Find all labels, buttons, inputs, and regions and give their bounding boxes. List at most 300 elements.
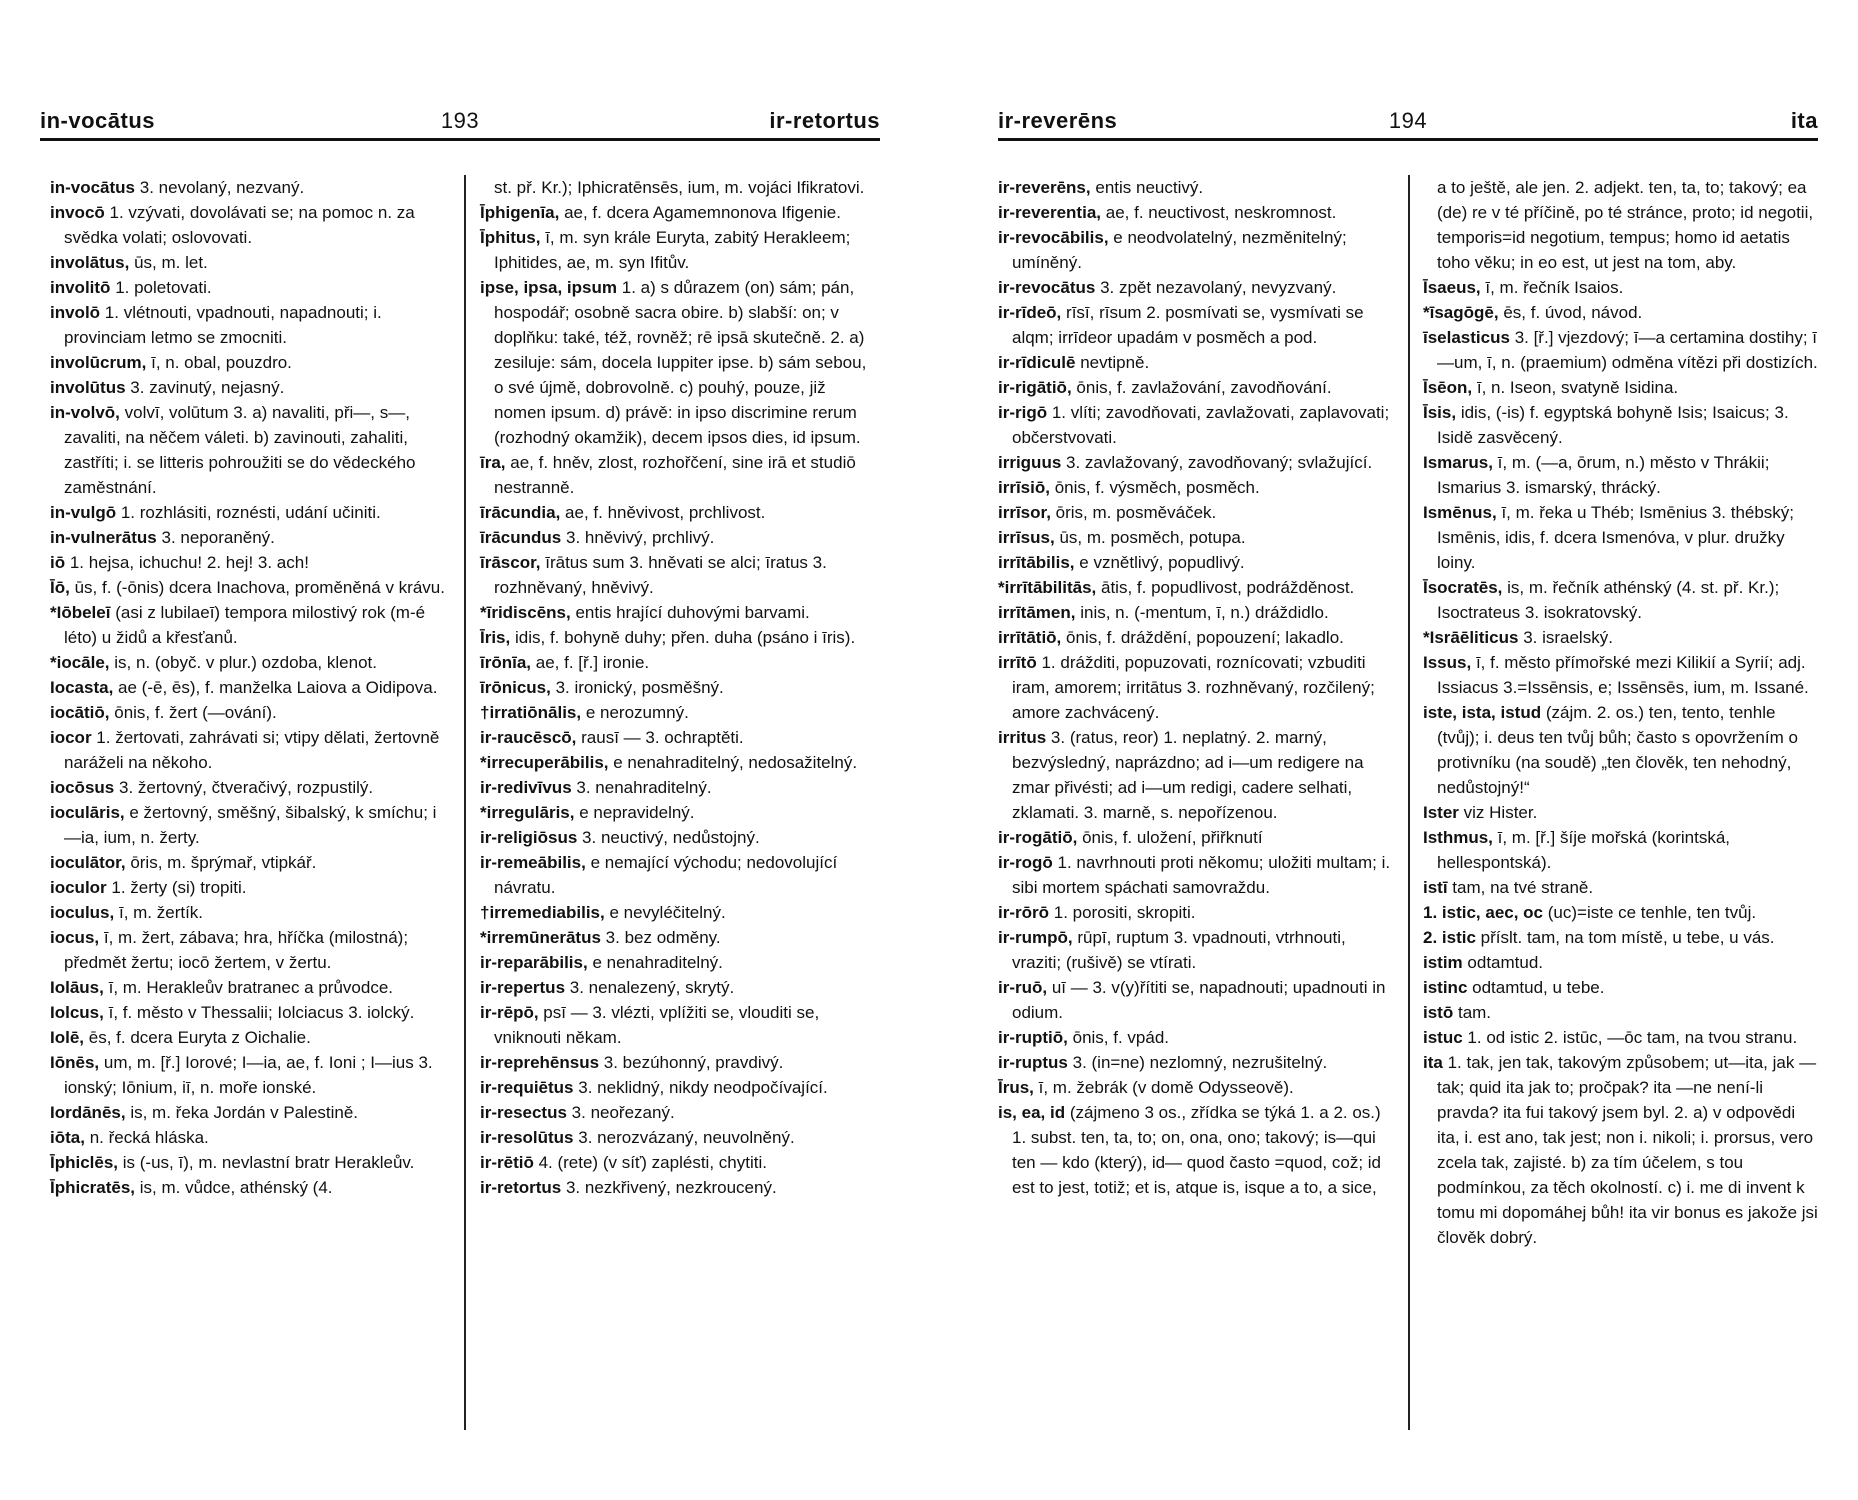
- entry-headword: involātus,: [50, 253, 130, 272]
- entry-definition: nevtipně.: [1080, 353, 1150, 372]
- entry-definition: 1. vlíti; zavodňovati, zavlažovati, zaplavovati; občerstvovati.: [1012, 403, 1390, 447]
- entry-definition: is, m. vůdce, athénský (4.: [139, 1178, 333, 1197]
- entry-definition: 1. hejsa, ichuchu! 2. hej! 3. ach!: [69, 553, 309, 572]
- entry-definition: um, m. [ř.] Iorové; I—ia, ae, f. Ioni ; I—ius 3. ionský; Iōnium, iī, n. moře ionské.: [64, 1053, 433, 1097]
- entry-headword: irritus: [998, 728, 1047, 747]
- dictionary-entry: [998, 450, 1393, 475]
- entry-headword: *irregulāris,: [480, 803, 575, 822]
- dictionary-entry: [1423, 900, 1818, 925]
- dictionary-entry: [480, 1075, 880, 1100]
- entry-headword: iō: [50, 553, 66, 572]
- entry-headword: irrīsus,: [998, 528, 1055, 547]
- entry-headword: Īris,: [480, 628, 511, 647]
- dictionary-entry: [480, 800, 880, 825]
- entry-headword: *irrītābilitās,: [998, 578, 1097, 597]
- dictionary-entry: [480, 950, 880, 975]
- entry-definition: 1. vlétnouti, vpadnouti, napadnouti; i. provinciam letmo se zmocniti.: [64, 303, 382, 347]
- dictionary-entry: [1423, 950, 1818, 975]
- entry-headword: †irremediabilis,: [480, 903, 605, 922]
- entry-headword: ir-reverēns,: [998, 178, 1091, 197]
- entry-headword: Ister: [1423, 803, 1459, 822]
- dictionary-entry: [1423, 375, 1818, 400]
- entry-definition: idis, (-is) f. egyptská bohyně Isis; Isaicus; 3. Isidě zasvěcený.: [1437, 403, 1789, 447]
- left-column-2: [480, 175, 880, 1200]
- dictionary-entry: [998, 650, 1393, 725]
- entry-definition: rausī — 3. ochraptěti.: [581, 728, 744, 747]
- entry-headword: istuc: [1423, 1028, 1463, 1047]
- entry-definition: rūpī, ruptum 3. vpadnouti, vtrhnouti, vraziti; (rušivě) se vtírati.: [1012, 928, 1346, 972]
- dictionary-entry: [1423, 575, 1818, 625]
- dictionary-entry: [50, 500, 450, 525]
- dictionary-entry: [50, 725, 450, 775]
- entry-headword: ioculātor,: [50, 853, 126, 872]
- column-divider: [464, 175, 466, 1430]
- entry-definition: is, m. řečník athénský (4. st. př. Kr.); Isoctrateus 3. isokratovský.: [1437, 578, 1780, 622]
- entry-definition: 3. (in=ne) nezlomný, nezrušitelný.: [1072, 1053, 1328, 1072]
- entry-headword: iocus,: [50, 928, 100, 947]
- entry-definition: 3. neořezaný.: [571, 1103, 675, 1122]
- dictionary-entry: [998, 625, 1393, 650]
- dictionary-entry: [998, 200, 1393, 225]
- entry-headword: Iordānēs,: [50, 1103, 126, 1122]
- entry-headword: īra,: [480, 453, 506, 472]
- dictionary-entry: [998, 225, 1393, 275]
- dictionary-entry: [998, 975, 1393, 1025]
- entry-definition: ae, f. hněvivost, prchlivost.: [565, 503, 766, 522]
- dictionary-entry: [998, 275, 1393, 300]
- entry-definition: 1. tak, jen tak, takovým způsobem; ut—ita, jak — tak; quid ita jak to; pročpak? ita —ne není-li pravda? ita fui takový jsem byl. 2. a) v odpovědi ita, i. est ano, tak jest; non i. nikoli; i. prorsus, vero zcela tak, zajisté. b) za tím účelem, s tou podmínkou, za těch okolností. c) i. me di invent k tomu mi dopomáhej bůh! ita vir bonus es jakože jsi člověk dobrý.: [1437, 1053, 1818, 1247]
- entry-definition: tam, na tvé straně.: [1452, 878, 1594, 897]
- dictionary-entry: [50, 650, 450, 675]
- dictionary-entry: [1423, 875, 1818, 900]
- entry-definition: 1. žerty (si) tropiti.: [111, 878, 247, 897]
- dictionary-entry: [50, 1100, 450, 1125]
- entry-headword: *Iōbeleī: [50, 603, 111, 622]
- dictionary-entry: [998, 1025, 1393, 1050]
- entry-headword: invocō: [50, 203, 105, 222]
- dictionary-entry: [998, 600, 1393, 625]
- dictionary-entry: [1423, 1050, 1818, 1250]
- entry-definition: e nenahraditelný, nedosažitelný.: [613, 753, 858, 772]
- entry-headword: Īphigenīa,: [480, 203, 560, 222]
- entry-headword: ir-rogātiō,: [998, 828, 1078, 847]
- entry-headword: ir-ruptiō,: [998, 1028, 1068, 1047]
- entry-headword: irrītābilis,: [998, 553, 1075, 572]
- dictionary-entry: [50, 550, 450, 575]
- dictionary-entry: [50, 300, 450, 350]
- entry-definition: ēs, f. dcera Euryta z Oichalie.: [88, 1028, 311, 1047]
- dictionary-entry: [998, 825, 1393, 850]
- entry-headword: ir-religiōsus: [480, 828, 578, 847]
- entry-definition: ī, m. řeka u Théb; Ismēnius 3. thébský; Ismēnis, idis, f. dcera Ismenóva, v plur. družky loiny.: [1437, 503, 1795, 572]
- entry-headword: in-vulgō: [50, 503, 117, 522]
- entry-definition: 1. poletovati.: [115, 278, 212, 297]
- entry-definition: ī, m. (—a, ōrum, n.) město v Thrákii; Ismarius 3. ismarský, thrácký.: [1437, 453, 1770, 497]
- entry-definition: 3. neuctivý, nedůstojný.: [582, 828, 760, 847]
- entry-headword: ir-ruptus: [998, 1053, 1068, 1072]
- entry-headword: ir-raucēscō,: [480, 728, 577, 747]
- right-page: [998, 0, 1818, 1500]
- dictionary-entry: [1423, 325, 1818, 375]
- page-number: 193: [440, 108, 480, 133]
- dictionary-entry: [1423, 800, 1818, 825]
- entry-definition: ōnis, f. žert (—ování).: [114, 703, 277, 722]
- dictionary-entry: [998, 350, 1393, 375]
- entry-definition: is, n. (obyč. v plur.) ozdoba, klenot.: [114, 653, 377, 672]
- entry-definition: e nepravidelný.: [579, 803, 695, 822]
- entry-headword: Iolāus,: [50, 978, 104, 997]
- entry-definition: ī, m. žert, zábava; hra, hříčka (milostná); předmět žertu; iocō žertem, v žertu.: [64, 928, 409, 972]
- dictionary-entry: [998, 175, 1393, 200]
- entry-headword: ioculor: [50, 878, 107, 897]
- entry-headword: ioculus,: [50, 903, 115, 922]
- entry-definition: ae, f. [ř.] ironie.: [535, 653, 650, 672]
- dictionary-entry: [1423, 275, 1818, 300]
- dictionary-entry: [480, 525, 880, 550]
- entry-definition: ōnis, f. vpád.: [1072, 1028, 1170, 1047]
- entry-headword: Īō,: [50, 578, 70, 597]
- entry-headword: ir-ruō,: [998, 978, 1048, 997]
- dictionary-entry: [480, 500, 880, 525]
- dictionary-entry: [998, 550, 1393, 575]
- entry-definition: ōnis, f. dráždění, popouzení; lakadlo.: [1066, 628, 1344, 647]
- entry-headword: ir-rogō: [998, 853, 1053, 872]
- entry-headword: 1. istic, aec, oc: [1423, 903, 1544, 922]
- dictionary-entry: [998, 525, 1393, 550]
- entry-headword: istō: [1423, 1003, 1454, 1022]
- entry-definition: ōnis, f. zavlažování, zavodňování.: [1076, 378, 1332, 397]
- entry-definition: odtamtud.: [1467, 953, 1544, 972]
- dictionary-entry: [480, 450, 880, 500]
- entry-headword: *iocāle,: [50, 653, 110, 672]
- right-column-1: [998, 175, 1393, 1200]
- dictionary-entry: [1423, 825, 1818, 875]
- dictionary-entry: [50, 375, 450, 400]
- entry-definition: odtamtud, u tebe.: [1472, 978, 1605, 997]
- entry-definition: ae, f. neuctivost, neskromnost.: [1105, 203, 1337, 222]
- entry-definition: 1. navrhnouti proti někomu; uložiti multam; i. sibi mortem spáchati samovraždu.: [1012, 853, 1391, 897]
- entry-headword: *īsagōgē,: [1423, 303, 1499, 322]
- entry-definition: 3. bezúhonný, pravdivý.: [603, 1053, 784, 1072]
- entry-headword: involō: [50, 303, 101, 322]
- entry-headword: ir-requiētus: [480, 1078, 574, 1097]
- entry-headword: Iocasta,: [50, 678, 114, 697]
- dictionary-entry: [50, 1150, 450, 1175]
- entry-definition: ī, n. Iseon, svatyně Isidina.: [1476, 378, 1679, 397]
- entry-definition: 3. (ratus, reor) 1. neplatný. 2. marný, bezvýsledný, naprázdno; ad i—um redigere na zmar přivésti; ad i—um redigi, cadere selhati, zklamati. 3. marně, s. nepořízenou.: [1012, 728, 1364, 822]
- entry-definition: rīsī, rīsum 2. posmívati se, vysmívati se alqm; irrīdeor upadám v posměch a pod.: [1012, 303, 1364, 347]
- header-last-entry: ir-retortus: [769, 108, 880, 133]
- dictionary-entry: [480, 725, 880, 750]
- dictionary-entry: [1423, 400, 1818, 450]
- header-first-entry: in-vocātus: [40, 108, 156, 133]
- entry-headword: iste, ista, istud: [1423, 703, 1542, 722]
- entry-headword: Īphitus,: [480, 228, 541, 247]
- dictionary-entry: [50, 850, 450, 875]
- dictionary-entry: [50, 1000, 450, 1025]
- dictionary-entry: [50, 175, 450, 200]
- page-header: [998, 104, 1818, 141]
- entry-headword: ipse, ipsa, ipsum: [480, 278, 617, 297]
- dictionary-entry: [480, 1100, 880, 1125]
- entry-definition: 3. zpět nezavolaný, nevyzvaný.: [1100, 278, 1337, 297]
- dictionary-entry: [50, 875, 450, 900]
- entry-definition: 3. ironický, posměšný.: [555, 678, 724, 697]
- header-last-entry: ita: [1790, 108, 1818, 133]
- dictionary-entry: [50, 1175, 450, 1200]
- entry-headword: īrācundus: [480, 528, 562, 547]
- entry-definition: (asi z lubilaeī) tempora milostivý rok (m-é léto) u židů a křesťanů.: [64, 603, 426, 647]
- entry-headword: ir-rigō: [998, 403, 1048, 422]
- dictionary-entry: [50, 525, 450, 550]
- entry-headword: involūcrum,: [50, 353, 147, 372]
- entry-headword: istim: [1423, 953, 1463, 972]
- dictionary-entry: [50, 700, 450, 725]
- entry-headword: ir-rēpō,: [480, 1003, 539, 1022]
- entry-headword: ir-redivīvus: [480, 778, 572, 797]
- dictionary-entry: [50, 1025, 450, 1050]
- dictionary-entry: [1423, 975, 1818, 1000]
- entry-headword: ir-remeābilis,: [480, 853, 586, 872]
- dictionary-entry: [480, 1150, 880, 1175]
- dictionary-entry: [998, 1050, 1393, 1075]
- dictionary-entry: [998, 500, 1393, 525]
- entry-headword: involūtus: [50, 378, 126, 397]
- dictionary-entry: [480, 600, 880, 625]
- entry-definition: 1. a) s důrazem (on) sám; pán, hospodář; osobně sacra obire. b) slabší: on; v doplňku: také, též, rovněž; rē ipsā skutečně. 2. a) zesiluje: sám, docela Iuppiter ipse. b) sám sebou, o své újmě, dobrovolně. c) pouhý, pouze, již nomen ipsum. d) právě: in ipso discrimine rerum (rozhodný okamžik), decem ipsos dies, id ipsum.: [494, 278, 867, 447]
- entry-definition: 3. žertovný, čtveračivý, rozpustilý.: [118, 778, 374, 797]
- entry-headword: Iolcus,: [50, 1003, 104, 1022]
- entry-definition: ōnis, f. uložení, přiřknutí: [1082, 828, 1263, 847]
- entry-definition: idis, f. bohyně duhy; přen. duha (psáno i īris).: [514, 628, 856, 647]
- entry-definition: st. př. Kr.); Iphicratēnsēs, ium, m. vojáci Ifikratovi.: [494, 178, 865, 197]
- entry-definition: 1. porositi, skropiti.: [1053, 903, 1196, 922]
- entry-headword: †irratiōnālis,: [480, 703, 582, 722]
- dictionary-entry: [998, 575, 1393, 600]
- entry-headword: īselasticus: [1423, 328, 1510, 347]
- entry-definition: uī — 3. v(y)řítiti se, napadnouti; upadnouti in odium.: [1012, 978, 1386, 1022]
- entry-definition: 3. nerozvázaný, neuvolněný.: [578, 1128, 795, 1147]
- entry-headword: ir-rīdiculē: [998, 353, 1076, 372]
- entry-headword: istī: [1423, 878, 1448, 897]
- entry-definition: 1. od istic 2. istūc, —ōc tam, na tvou stranu.: [1467, 1028, 1798, 1047]
- entry-definition: ī, m. řečník Isaios.: [1485, 278, 1624, 297]
- entry-definition: is, m. řeka Jordán v Palestině.: [130, 1103, 359, 1122]
- entry-headword: ir-retortus: [480, 1178, 562, 1197]
- dictionary-entry: [480, 900, 880, 925]
- dictionary-entry: [50, 975, 450, 1000]
- entry-headword: Īsocratēs,: [1423, 578, 1503, 597]
- dictionary-entry: [998, 400, 1393, 450]
- entry-headword: Iolē,: [50, 1028, 85, 1047]
- entry-definition: ōris, m. posměváček.: [1055, 503, 1217, 522]
- entry-definition: ī, m. Herakleův bratranec a průvodce.: [108, 978, 394, 997]
- column-divider: [1408, 175, 1410, 1430]
- entry-headword: *irremūnerātus: [480, 928, 601, 947]
- dictionary-entry: [1423, 625, 1818, 650]
- entry-definition: ae, f. hněv, zlost, rozhořčení, sine irā et studiō nestranně.: [494, 453, 856, 497]
- dictionary-entry: [480, 850, 880, 900]
- entry-definition: volvī, volūtum 3. a) navaliti, při—, s—, zavaliti, na něčem váleti. b) zavinouti, zahaliti, zastříti; i. se litteris pohroužiti se do vědeckého zaměstnání.: [64, 403, 416, 497]
- dictionary-entry: [50, 1125, 450, 1150]
- entry-headword: irriguus: [998, 453, 1062, 472]
- right-column-2: [1423, 175, 1818, 1250]
- entry-headword: in-vocātus: [50, 178, 136, 197]
- entry-headword: ir-rīdeō,: [998, 303, 1062, 322]
- entry-headword: Īsaeus,: [1423, 278, 1481, 297]
- dictionary-entry: [50, 775, 450, 800]
- entry-headword: *irrecuperābilis,: [480, 753, 609, 772]
- entry-definition: 3. nenahraditelný.: [576, 778, 712, 797]
- entry-definition: 3. [ř.] vjezdový; ī—a certamina dostihy; ī—um, ī, n. (praemium) odměna vítězi při dostizích.: [1437, 328, 1818, 372]
- entry-definition: 3. nenalezený, skrytý.: [569, 978, 735, 997]
- dictionary-entry: [480, 175, 880, 200]
- dictionary-entry: [480, 625, 880, 650]
- entry-headword: ir-reparābilis,: [480, 953, 588, 972]
- entry-definition: ī, f. město v Thessalii; Iolciacus 3. iolcký.: [108, 1003, 415, 1022]
- dictionary-entry: [50, 925, 450, 975]
- entry-headword: ir-rētiō: [480, 1153, 534, 1172]
- dictionary-entry: [1423, 650, 1818, 700]
- entry-definition: ī, m. žertík.: [118, 903, 204, 922]
- entry-definition: ae (-ē, ēs), f. manželka Laiova a Oidipova.: [118, 678, 438, 697]
- entry-definition: příslt. tam, na tom místě, u tebe, u vás.: [1480, 928, 1775, 947]
- entry-definition: īrātus sum 3. hněvati se alci; īratus 3. rozhněvaný, hněvivý.: [494, 553, 827, 597]
- entry-definition: (zájm. 2. os.) ten, tento, tenhle (tvůj); i. deus ten tvůj bůh; často s opovržením o protivníku (na soudě) „ten člověk, ten nehodný, nedůstojný!“: [1437, 703, 1798, 797]
- entry-headword: īrōnicus,: [480, 678, 551, 697]
- entry-definition: is (-us, ī), m. nevlastní bratr Herakleův.: [122, 1153, 415, 1172]
- dictionary-entry: [50, 250, 450, 275]
- entry-headword: ir-revocātus: [998, 278, 1096, 297]
- entry-headword: īrāscor,: [480, 553, 541, 572]
- entry-definition: inis, n. (-mentum, ī, n.) dráždidlo.: [1080, 603, 1329, 622]
- dictionary-entry: [480, 1050, 880, 1075]
- entry-headword: ir-reprehēnsus: [480, 1053, 600, 1072]
- entry-definition: 3. nezkřivený, nezkroucený.: [565, 1178, 777, 1197]
- entry-definition: (zájmeno 3 os., zřídka se týká 1. a 2. os.) 1. subst. ten, ta, to; on, ona, ono; takový; is—qui ten — kdo (který), id— quod často =quod, což; id est to jest, totiž; et is, atque is, isque a to, a sice,: [1012, 1103, 1381, 1197]
- dictionary-entry: [998, 375, 1393, 400]
- entry-headword: is, ea, id: [998, 1103, 1066, 1122]
- entry-headword: irrītāmen,: [998, 603, 1076, 622]
- entry-headword: in-vulnerātus: [50, 528, 157, 547]
- entry-headword: 2. istic: [1423, 928, 1476, 947]
- dictionary-entry: [998, 1075, 1393, 1100]
- entry-definition: ī, f. město přímořské mezi Kilikií a Syrií; adj. Issiacus 3.=Issēnsis, e; Issēnsēs, ium, m. Issané.: [1437, 653, 1809, 697]
- entry-definition: ātis, f. popudlivost, podrážděnost.: [1101, 578, 1355, 597]
- entry-headword: ir-resectus: [480, 1103, 567, 1122]
- entry-definition: viz Hister.: [1463, 803, 1538, 822]
- entry-definition: ūs, f. (-ōnis) dcera Inachova, proměněná v krávu.: [74, 578, 445, 597]
- dictionary-entry: [480, 825, 880, 850]
- entry-headword: īrōnīa,: [480, 653, 532, 672]
- entry-headword: *īridiscēns,: [480, 603, 571, 622]
- dictionary-entry: [50, 575, 450, 600]
- dictionary-entry: [480, 275, 880, 450]
- dictionary-entry: [998, 725, 1393, 825]
- entry-definition: 1. drážditi, popuzovati, roznícovati; vzbuditi iram, amorem; irritātus 3. rozhněvaný, rozčilený; amore zachvácený.: [1012, 653, 1375, 722]
- entry-headword: ir-rigātiō,: [998, 378, 1072, 397]
- entry-definition: ī, n. obal, pouzdro.: [151, 353, 292, 372]
- dictionary-entry: [1423, 175, 1818, 275]
- dictionary-entry: [1423, 500, 1818, 575]
- entry-headword: ir-resolūtus: [480, 1128, 574, 1147]
- entry-definition: ī, m. syn krále Euryta, zabitý Herakleem; Iphitides, ae, m. syn Ifitův.: [494, 228, 851, 272]
- dictionary-entry: [998, 900, 1393, 925]
- entry-definition: 1. žertovati, zahrávati si; vtipy dělati, žertovně naráželi na někoho.: [64, 728, 440, 772]
- entry-definition: n. řecká hláska.: [89, 1128, 209, 1147]
- entry-definition: e žertovný, směšný, šibalský, k smíchu; i—ia, ium, n. žerty.: [64, 803, 437, 847]
- entry-definition: 3. bez odměny.: [605, 928, 721, 947]
- entry-definition: 3. israelský.: [1523, 628, 1613, 647]
- entry-headword: Īrus,: [998, 1078, 1034, 1097]
- entry-definition: e nerozumný.: [585, 703, 689, 722]
- entry-headword: iōta,: [50, 1128, 85, 1147]
- dictionary-entry: [480, 675, 880, 700]
- entry-headword: īrācundia,: [480, 503, 561, 522]
- dictionary-entry: [998, 475, 1393, 500]
- dictionary-entry: [50, 675, 450, 700]
- entry-definition: 4. (rete) (v síť) zaplésti, chytiti.: [538, 1153, 767, 1172]
- dictionary-entry: [480, 1000, 880, 1050]
- entry-definition: ae, f. dcera Agamemnonova Ifigenie.: [564, 203, 841, 222]
- dictionary-entry: [1423, 700, 1818, 800]
- dictionary-entry: [50, 600, 450, 650]
- dictionary-entry: [480, 200, 880, 225]
- entry-headword: irrītō: [998, 653, 1037, 672]
- entry-headword: *Isrāēliticus: [1423, 628, 1519, 647]
- dictionary-entry: [480, 975, 880, 1000]
- entry-definition: e vznětlivý, popudlivý.: [1079, 553, 1245, 572]
- entry-definition: 1. rozhlásiti, roznésti, udání učiniti.: [120, 503, 381, 522]
- entry-headword: Īphiclēs,: [50, 1153, 119, 1172]
- dictionary-entry: [1423, 300, 1818, 325]
- dictionary-entry: [480, 925, 880, 950]
- entry-headword: iocātiō,: [50, 703, 110, 722]
- entry-headword: Īphicratēs,: [50, 1178, 136, 1197]
- dictionary-entry: [480, 1175, 880, 1200]
- dictionary-entry: [998, 300, 1393, 350]
- entry-definition: ōris, m. šprýmař, vtipkář.: [130, 853, 317, 872]
- dictionary-entry: [480, 650, 880, 675]
- entry-definition: 3. zavinutý, nejasný.: [130, 378, 285, 397]
- entry-headword: istinc: [1423, 978, 1468, 997]
- left-page: [40, 0, 880, 1500]
- entry-definition: entis neuctivý.: [1095, 178, 1204, 197]
- entry-definition: (uc)=iste ce tenhle, ten tvůj.: [1547, 903, 1757, 922]
- entry-definition: 3. nevolaný, nezvaný.: [139, 178, 305, 197]
- entry-headword: involitō: [50, 278, 111, 297]
- entry-definition: ī, m. žebrák (v domě Odysseově).: [1038, 1078, 1294, 1097]
- entry-headword: ir-rumpō,: [998, 928, 1073, 947]
- entry-headword: ita: [1423, 1053, 1443, 1072]
- entry-headword: in-volvō,: [50, 403, 120, 422]
- entry-headword: Ismarus,: [1423, 453, 1493, 472]
- dictionary-entry: [50, 275, 450, 300]
- entry-definition: ēs, f. úvod, návod.: [1503, 303, 1643, 322]
- dictionary-entry: [1423, 925, 1818, 950]
- entry-definition: psī — 3. vlézti, vplížiti se, vlouditi se, vniknouti někam.: [494, 1003, 820, 1047]
- dictionary-entry: [480, 225, 880, 275]
- entry-headword: ir-rōrō: [998, 903, 1049, 922]
- entry-headword: iocōsus: [50, 778, 115, 797]
- entry-headword: Īsis,: [1423, 403, 1457, 422]
- entry-definition: e nevyléčitelný.: [609, 903, 726, 922]
- entry-headword: Iōnēs,: [50, 1053, 100, 1072]
- dictionary-entry: [998, 850, 1393, 900]
- entry-headword: irrīsiō,: [998, 478, 1050, 497]
- entry-headword: ir-repertus: [480, 978, 566, 997]
- entry-definition: ī, m. [ř.] šíje mořská (korintská, hellespontská).: [1437, 828, 1731, 872]
